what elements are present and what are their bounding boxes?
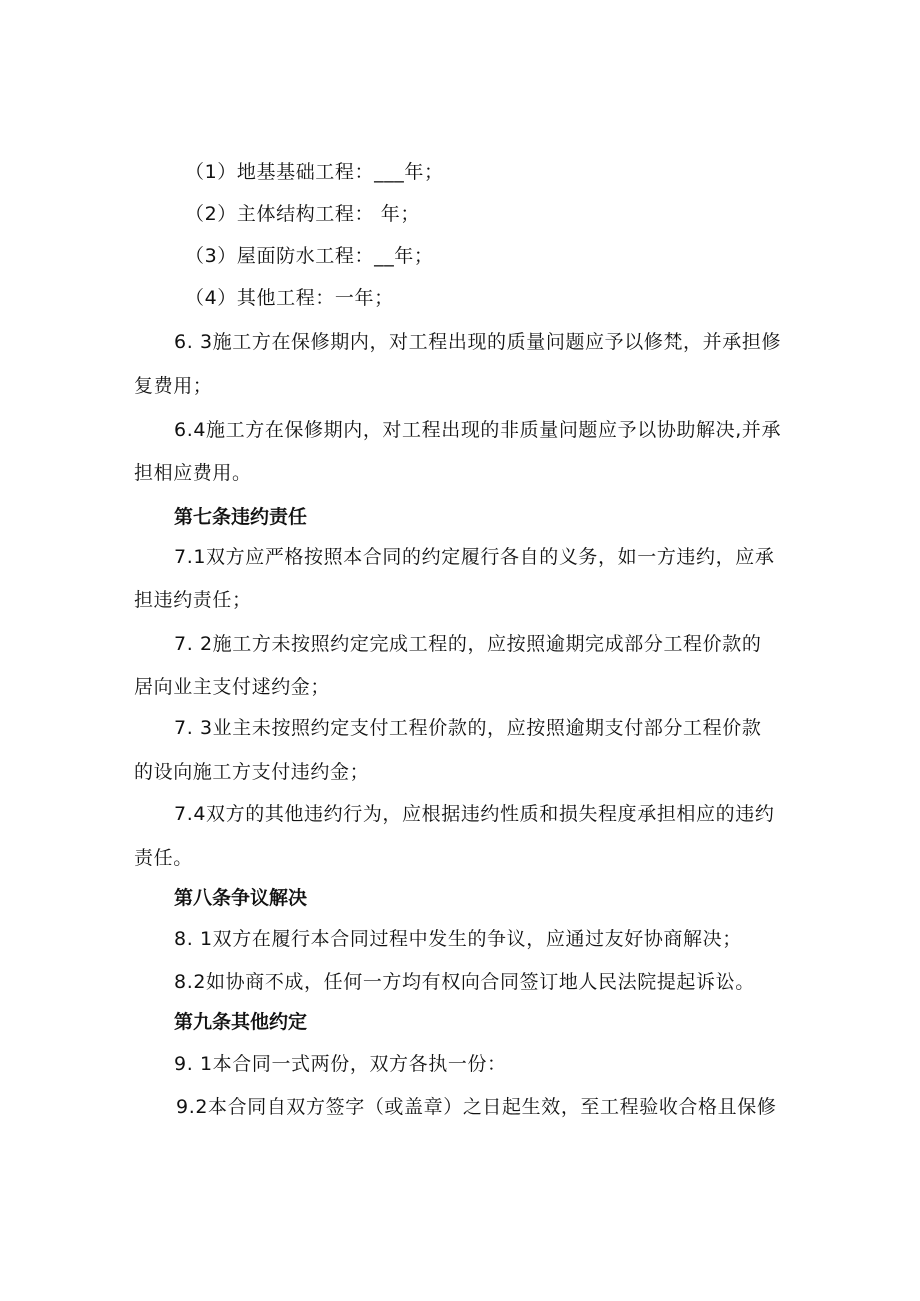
clause-6-3-cont: 复费用； (134, 375, 213, 397)
clause-7-2-cont: 居向业主支付逑约金； (134, 676, 331, 698)
heading-article-8: 第八条争议解决 (174, 887, 308, 909)
clause-7-1: 7.1双方应严格按照本合同的约定履行各自的义务，如一方违约，应承 (174, 546, 775, 568)
clause-7-1-cont: 担违约责任； (134, 589, 252, 611)
clause-7-4: 7.4双方的其他违约行为，应根据违约性质和损失程度承担相应的违约 (174, 803, 775, 825)
heading-article-7: 第七条违约责任 (174, 506, 308, 528)
clause-7-3-cont: 的设向施工方支付违约金； (134, 761, 370, 783)
clause-6-3: 6. 3施工方在保修期内，对工程出现的质量问题应予以修梵，并承担修 (174, 331, 782, 353)
warranty-item-other: （4）其他工程：一年； (185, 287, 394, 309)
clause-7-4-cont: 责任。 (134, 847, 193, 869)
warranty-item-foundation: （1）地基基础工程：___年； (185, 161, 444, 183)
warranty-item-roof: （3）屋面防水工程：__年； (185, 245, 434, 267)
clause-8-2: 8.2如协商不成，任何一方均有权向合同签订地人民法院提起诉讼。 (174, 971, 755, 993)
clause-7-3: 7. 3业主未按照约定支付工程价款的，应按照逾期支付部分工程价款 (174, 717, 762, 739)
clause-6-4-cont: 担相应费用。 (134, 462, 252, 484)
clause-7-2: 7. 2施工方未按照约定完成工程的，应按照逾期完成部分工程价款的 (174, 633, 762, 655)
warranty-item-structure: （2）主体结构工程： 年； (185, 203, 420, 225)
clause-8-1: 8. 1双方在履行本合同过程中发生的争议，应通过友好协商解决； (174, 928, 742, 950)
heading-article-9: 第九条其他约定 (174, 1011, 308, 1033)
clause-9-1: 9. 1本合同一式两份，双方各执一份： (174, 1053, 507, 1075)
clause-6-4: 6.4施工方在保修期内，对工程出现的非质量问题应予以协助解决,并承 (174, 419, 782, 441)
clause-9-2: 9.2本合同自双方签字（或盖章）之日起生效，至工程验收合格且保修 (176, 1096, 777, 1118)
